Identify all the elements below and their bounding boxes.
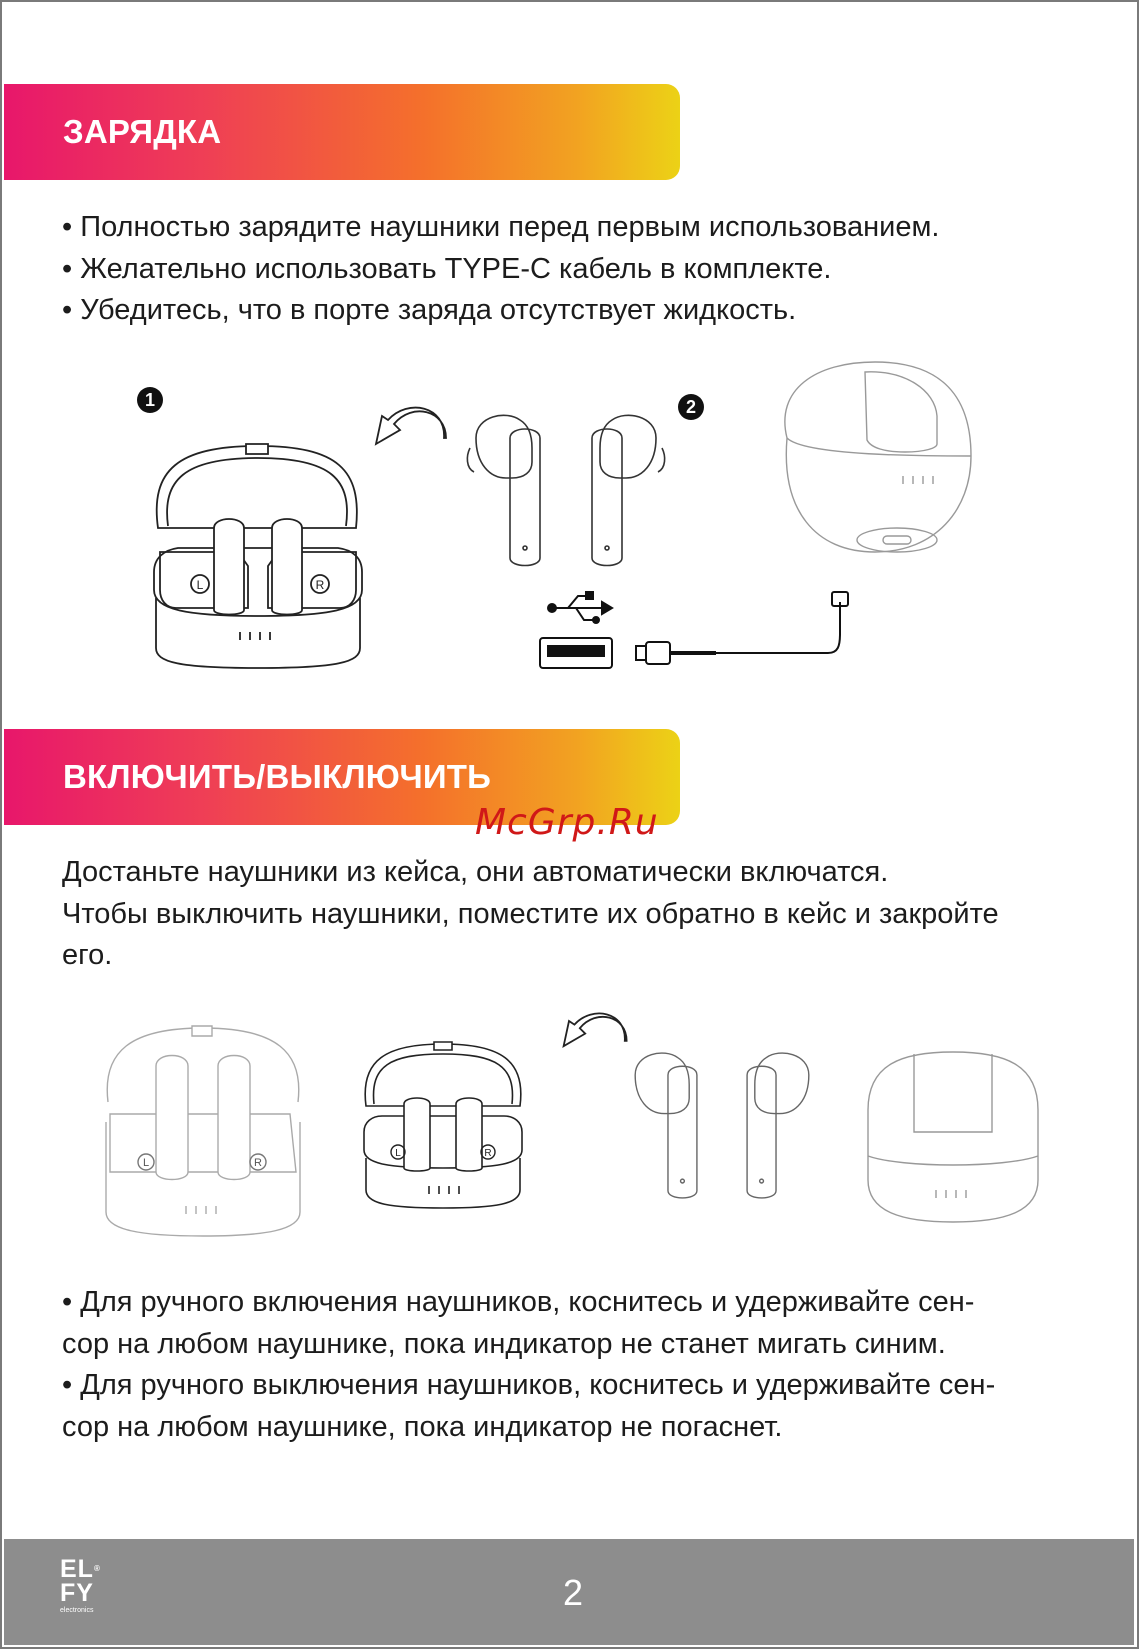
paragraph-line: его. xyxy=(62,939,113,971)
bullet-continuation: сор на любом наушнике, пока индикатор не погаснет. xyxy=(62,1410,783,1443)
earbuds-illustration xyxy=(622,1046,822,1210)
paragraph-line: Чтобы выключить наушники, поместите их обратно в кейс и закройте xyxy=(62,897,999,930)
bullet-item: • Желательно использовать TYPE-C кабель в комплекте. xyxy=(62,249,1092,291)
right-bud-label: R xyxy=(254,1157,262,1169)
open-case-illustration xyxy=(148,440,368,672)
power-bullets xyxy=(62,1282,1092,1448)
page-number: 2 xyxy=(563,1572,584,1613)
section-title-charging: ЗАРЯДКА xyxy=(63,113,222,150)
left-bud-label: L xyxy=(395,1148,401,1159)
logo-registered-mark: ® xyxy=(93,1564,101,1573)
bullet-continuation: сор на любом наушнике, пока индикатор не станет мигать синим. xyxy=(62,1327,946,1360)
paragraph-line: Достаньте наушники из кейса, они автоматически включатся. xyxy=(62,856,889,888)
open-case-faded-illustration xyxy=(100,1022,306,1242)
bullet-item: • Убедитесь, что в порте заряда отсутствует жидкость. xyxy=(62,290,1092,332)
logo-subtitle: electronics xyxy=(60,1607,94,1614)
section-title-power: ВКЛЮЧИТЬ/ВЫКЛЮЧИТЬ xyxy=(63,758,492,795)
left-bud-label: L xyxy=(196,578,204,592)
logo-line-1: EL xyxy=(60,1555,94,1583)
bullet-item: • Для ручного выключения наушников, коснитесь и удерживайте сен- xyxy=(62,1365,1092,1407)
bullet-item: • Для ручного включения наушников, коснитесь и удерживайте сен- xyxy=(62,1282,1092,1324)
right-bud-label: R xyxy=(484,1148,492,1159)
open-case-small-illustration xyxy=(360,1040,526,1210)
step-number-2: 2 xyxy=(678,394,704,420)
section-banner-charging xyxy=(4,84,680,180)
logo-line-2: FY xyxy=(60,1579,94,1607)
elfy-logo xyxy=(60,1557,116,1627)
charging-bullets xyxy=(62,207,1092,332)
closed-case-front-illustration xyxy=(862,1050,1044,1226)
earbuds-illustration xyxy=(466,408,666,578)
step-number-1: 1 xyxy=(137,387,163,413)
watermark: McGrp.Ru xyxy=(475,802,659,843)
closed-case-illustration xyxy=(775,360,975,556)
power-paragraph xyxy=(62,852,1092,977)
left-bud-label: L xyxy=(142,1157,150,1169)
bullet-item: • Полностью зарядите наушники перед первым использованием. xyxy=(62,207,1092,249)
usb-cable-illustration xyxy=(538,590,858,680)
curved-arrow-icon xyxy=(372,404,452,468)
right-bud-label: R xyxy=(315,578,325,592)
